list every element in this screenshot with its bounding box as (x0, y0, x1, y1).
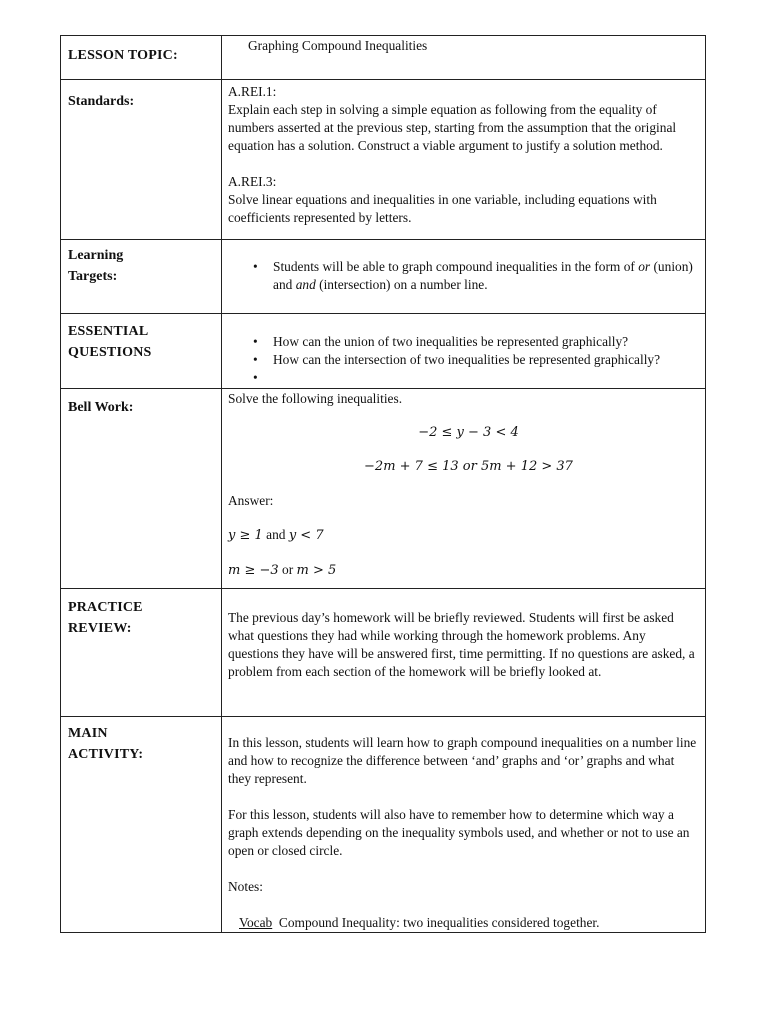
learning-targets-label-line2: Targets: (68, 269, 118, 284)
answer-2-part-a: m ≥ −3 (228, 563, 279, 578)
lesson-plan-table (60, 35, 706, 933)
essential-label-line2: QUESTIONS (68, 345, 152, 360)
standard-2-code: A.REI.3: (228, 174, 277, 189)
bullet-icon: • (253, 334, 258, 349)
essential-questions-cell (222, 314, 706, 389)
main-label-line2: ACTIVITY: (68, 747, 144, 762)
learning-targets-label-line1: Learning (68, 248, 124, 263)
bell-work-equation-1 (228, 424, 699, 442)
practice-label-line2: REVIEW: (68, 621, 132, 636)
bullet-icon: • (253, 370, 258, 385)
row-lesson-topic (61, 36, 706, 80)
learning-targets-cell (222, 240, 706, 314)
equation-1-text: −2 ≤ y − 3 < 4 (418, 425, 519, 440)
main-activity-paragraph-1: In this lesson, students will learn how to graph compound inequalities on a number line and how to recognize the difference between ‘and’ graphs and ‘or’ graphs and what they represent. (228, 735, 697, 786)
bell-work-label-text: Bell Work: (68, 400, 134, 415)
standards-label (61, 80, 222, 240)
bell-work-cell (222, 389, 706, 589)
essential-question-1: How can the union of two inequalities be represented graphically? (273, 334, 629, 349)
answer-1-part-a: y ≥ 1 (228, 528, 263, 543)
row-essential-questions (61, 314, 706, 389)
target-text-or: or (638, 259, 651, 274)
main-label-line1: MAIN (68, 726, 108, 741)
essential-question-item (253, 333, 699, 351)
essential-question-item (253, 351, 699, 369)
bell-work-answer-2 (228, 561, 699, 580)
target-text-and: and (295, 277, 316, 292)
target-text-c: (intersection) on a number line. (315, 277, 488, 292)
practice-review-cell (222, 589, 706, 717)
bell-work-label (61, 389, 222, 589)
main-activity-label (61, 717, 222, 933)
bell-work-equation-2 (228, 458, 699, 476)
essential-questions-list (228, 333, 699, 385)
main-activity-notes: Notes: (228, 879, 263, 894)
bell-work-intro: Solve the following inequalities. (228, 391, 403, 406)
lesson-topic-cell (222, 36, 706, 80)
standard-2-text: Solve linear equations and inequalities in one variable, including equations with coefficients represented by letters. (228, 192, 657, 225)
row-bell-work (61, 389, 706, 589)
main-activity-vocab (228, 914, 699, 932)
main-activity-paragraph-2: For this lesson, students will also have to remember how to determine which way a graph extends depending on the inequality symbols used, and whether or not to use an open or closed circle. (228, 807, 690, 858)
row-main-activity (61, 717, 706, 933)
essential-question-2: How can the intersection of two inequalities be represented graphically? (273, 352, 661, 367)
main-activity-cell (222, 717, 706, 933)
essential-label-line1: ESSENTIAL (68, 324, 149, 339)
vocab-label: Vocab (239, 915, 273, 930)
learning-targets-list (228, 258, 699, 294)
practice-review-text: The previous day’s homework will be briefly reviewed. Students will first be asked what questions they had while working through the homework problems. Any questions they have will be answered first, time permitting. If no questions are asked, a problem from each section of the homework will be briefly looked at. (228, 610, 695, 679)
bullet-icon: • (253, 352, 258, 367)
bullet-icon: • (253, 259, 258, 274)
answer-2-part-b: m > 5 (296, 563, 337, 578)
standards-label-text: Standards: (68, 94, 135, 109)
lesson-topic-value: Graphing Compound Inequalities (248, 38, 428, 53)
equation-2-text: −2m + 7 ≤ 13 or 5m + 12 > 37 (364, 459, 573, 474)
standard-1-code: A.REI.1: (228, 84, 277, 99)
standard-1-text: Explain each step in solving a simple equation as following from the equality of numbers asserted at the previous step, starting from the assumption that the original equation has a solution. Construct a viable argument to justify a solution method. (228, 102, 677, 153)
target-text-b: (union) and (273, 259, 693, 292)
row-standards (61, 80, 706, 240)
bell-work-answer-1 (228, 526, 699, 545)
answer-2-or: or (278, 562, 297, 577)
lesson-topic-label (61, 36, 222, 80)
bell-work-answer-label: Answer: (228, 493, 274, 508)
vocab-definition: Compound Inequality: two inequalities considered together. (272, 915, 600, 930)
target-text-a: Students will be able to graph compound inequalities in the form of (273, 259, 639, 274)
answer-1-part-b: y < 7 (288, 528, 324, 543)
practice-label-line1: PRACTICE (68, 600, 143, 615)
row-practice-review (61, 589, 706, 717)
row-learning-targets (61, 240, 706, 314)
answer-1-and: and (262, 527, 289, 542)
standards-cell (222, 80, 706, 240)
lesson-topic-label-text: LESSON TOPIC: (68, 48, 178, 63)
essential-questions-label (61, 314, 222, 389)
learning-targets-label (61, 240, 222, 314)
practice-review-label (61, 589, 222, 717)
learning-target-item (253, 258, 699, 294)
